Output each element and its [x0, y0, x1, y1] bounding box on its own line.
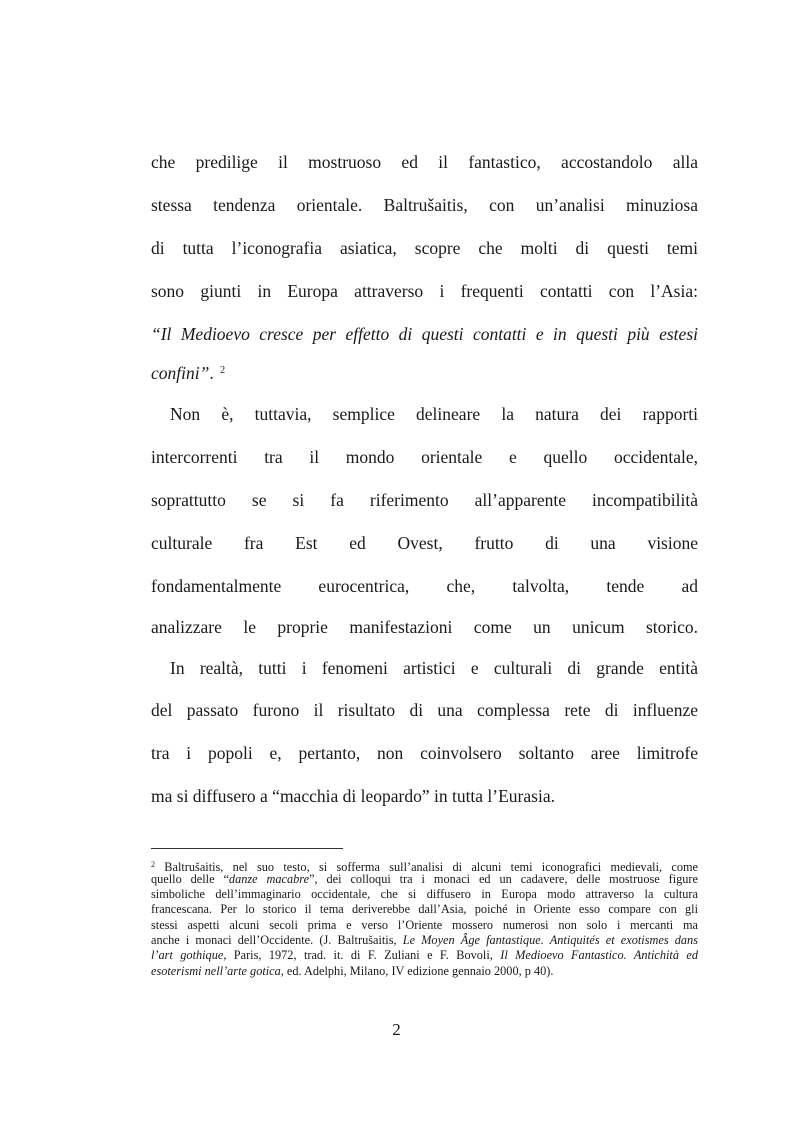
footnote-line: francescana. Per lo storico il tema deriverebbe dall’Asia, poiché in Oriente esso compare con gli — [151, 902, 698, 916]
footnote-ref[interactable]: 2 — [220, 365, 226, 376]
quote-line: “Il Medioevo cresce per effetto di questi contatti e in questi più estesi — [151, 324, 698, 344]
quote-end-line — [151, 361, 698, 383]
quote-end: confini” — [151, 363, 210, 383]
body-line: soprattutto se si fa riferimento all’apparente incompatibilità — [151, 490, 698, 510]
footnote-line: simboliche dell’immaginario occidentale, che si diffusero in Europa modo attraverso la cultura — [151, 887, 698, 901]
body-line: che predilige il mostruoso ed il fantastico, accostandolo alla — [151, 152, 698, 172]
body-line: di tutta l’iconografia asiatica, scopre che molti di questi temi — [151, 238, 698, 258]
footnote-line: esoterismi nell’arte gotica, ed. Adelphi, Milano, IV edizione gennaio 2000, p 40). — [151, 964, 554, 978]
body-line: tra i popoli e, pertanto, non coinvolsero soltanto aree limitrofe — [151, 743, 698, 763]
footnote-rule — [151, 848, 343, 849]
quote-punct: . — [209, 363, 219, 383]
footnote-line: l’art gothique, Paris, 1972, trad. it. di F. Zuliani e F. Bovoli, Il Medioevo Fantastico. Antichità ed — [151, 948, 698, 962]
body-line: In realtà, tutti i fenomeni artistici e culturali di grande entità — [170, 658, 698, 678]
body-line: fondamentalmente eurocentrica, che, talvolta, tende ad — [151, 576, 698, 596]
body-line: stessa tendenza orientale. Baltrušaitis, con un’analisi minuziosa — [151, 195, 698, 215]
body-line: analizzare le proprie manifestazioni come un unicum storico. — [151, 617, 698, 637]
footnote-line: quello delle “danze macabre”, dei colloqui tra i monaci ed un cadavere, delle mostruose figure — [151, 872, 698, 886]
body-line: ma si diffusero a “macchia di leopardo” in tutta l’Eurasia. — [151, 786, 555, 806]
footnote-line: anche i monaci dell’Occidente. (J. Baltrušaitis, Le Moyen Âge fantastique. Antiquités et exotismes dans — [151, 933, 698, 947]
footnote-line: $^2$ Baltrušaitis, nel suo testo, si sofferma sull’analisi di alcuni temi iconografici medievali, come — [151, 860, 698, 874]
body-line: intercorrenti tra il mondo orientale e quello occidentale, — [151, 447, 698, 467]
footnote-line: stessi aspetti alcuni secoli prima e verso l’Oriente mossero numerosi non solo i mercanti ma — [151, 918, 698, 932]
body-line: sono giunti in Europa attraverso i frequenti contatti con l’Asia: — [151, 281, 698, 301]
page-number: 2 — [392, 1020, 401, 1039]
footnote-number: 2 — [151, 860, 155, 869]
body-line: del passato furono il risultato di una complessa rete di influenze — [151, 700, 698, 720]
body-line: culturale fra Est ed Ovest, frutto di una visione — [151, 533, 698, 553]
body-line: Non è, tuttavia, semplice delineare la natura dei rapporti — [170, 404, 698, 424]
